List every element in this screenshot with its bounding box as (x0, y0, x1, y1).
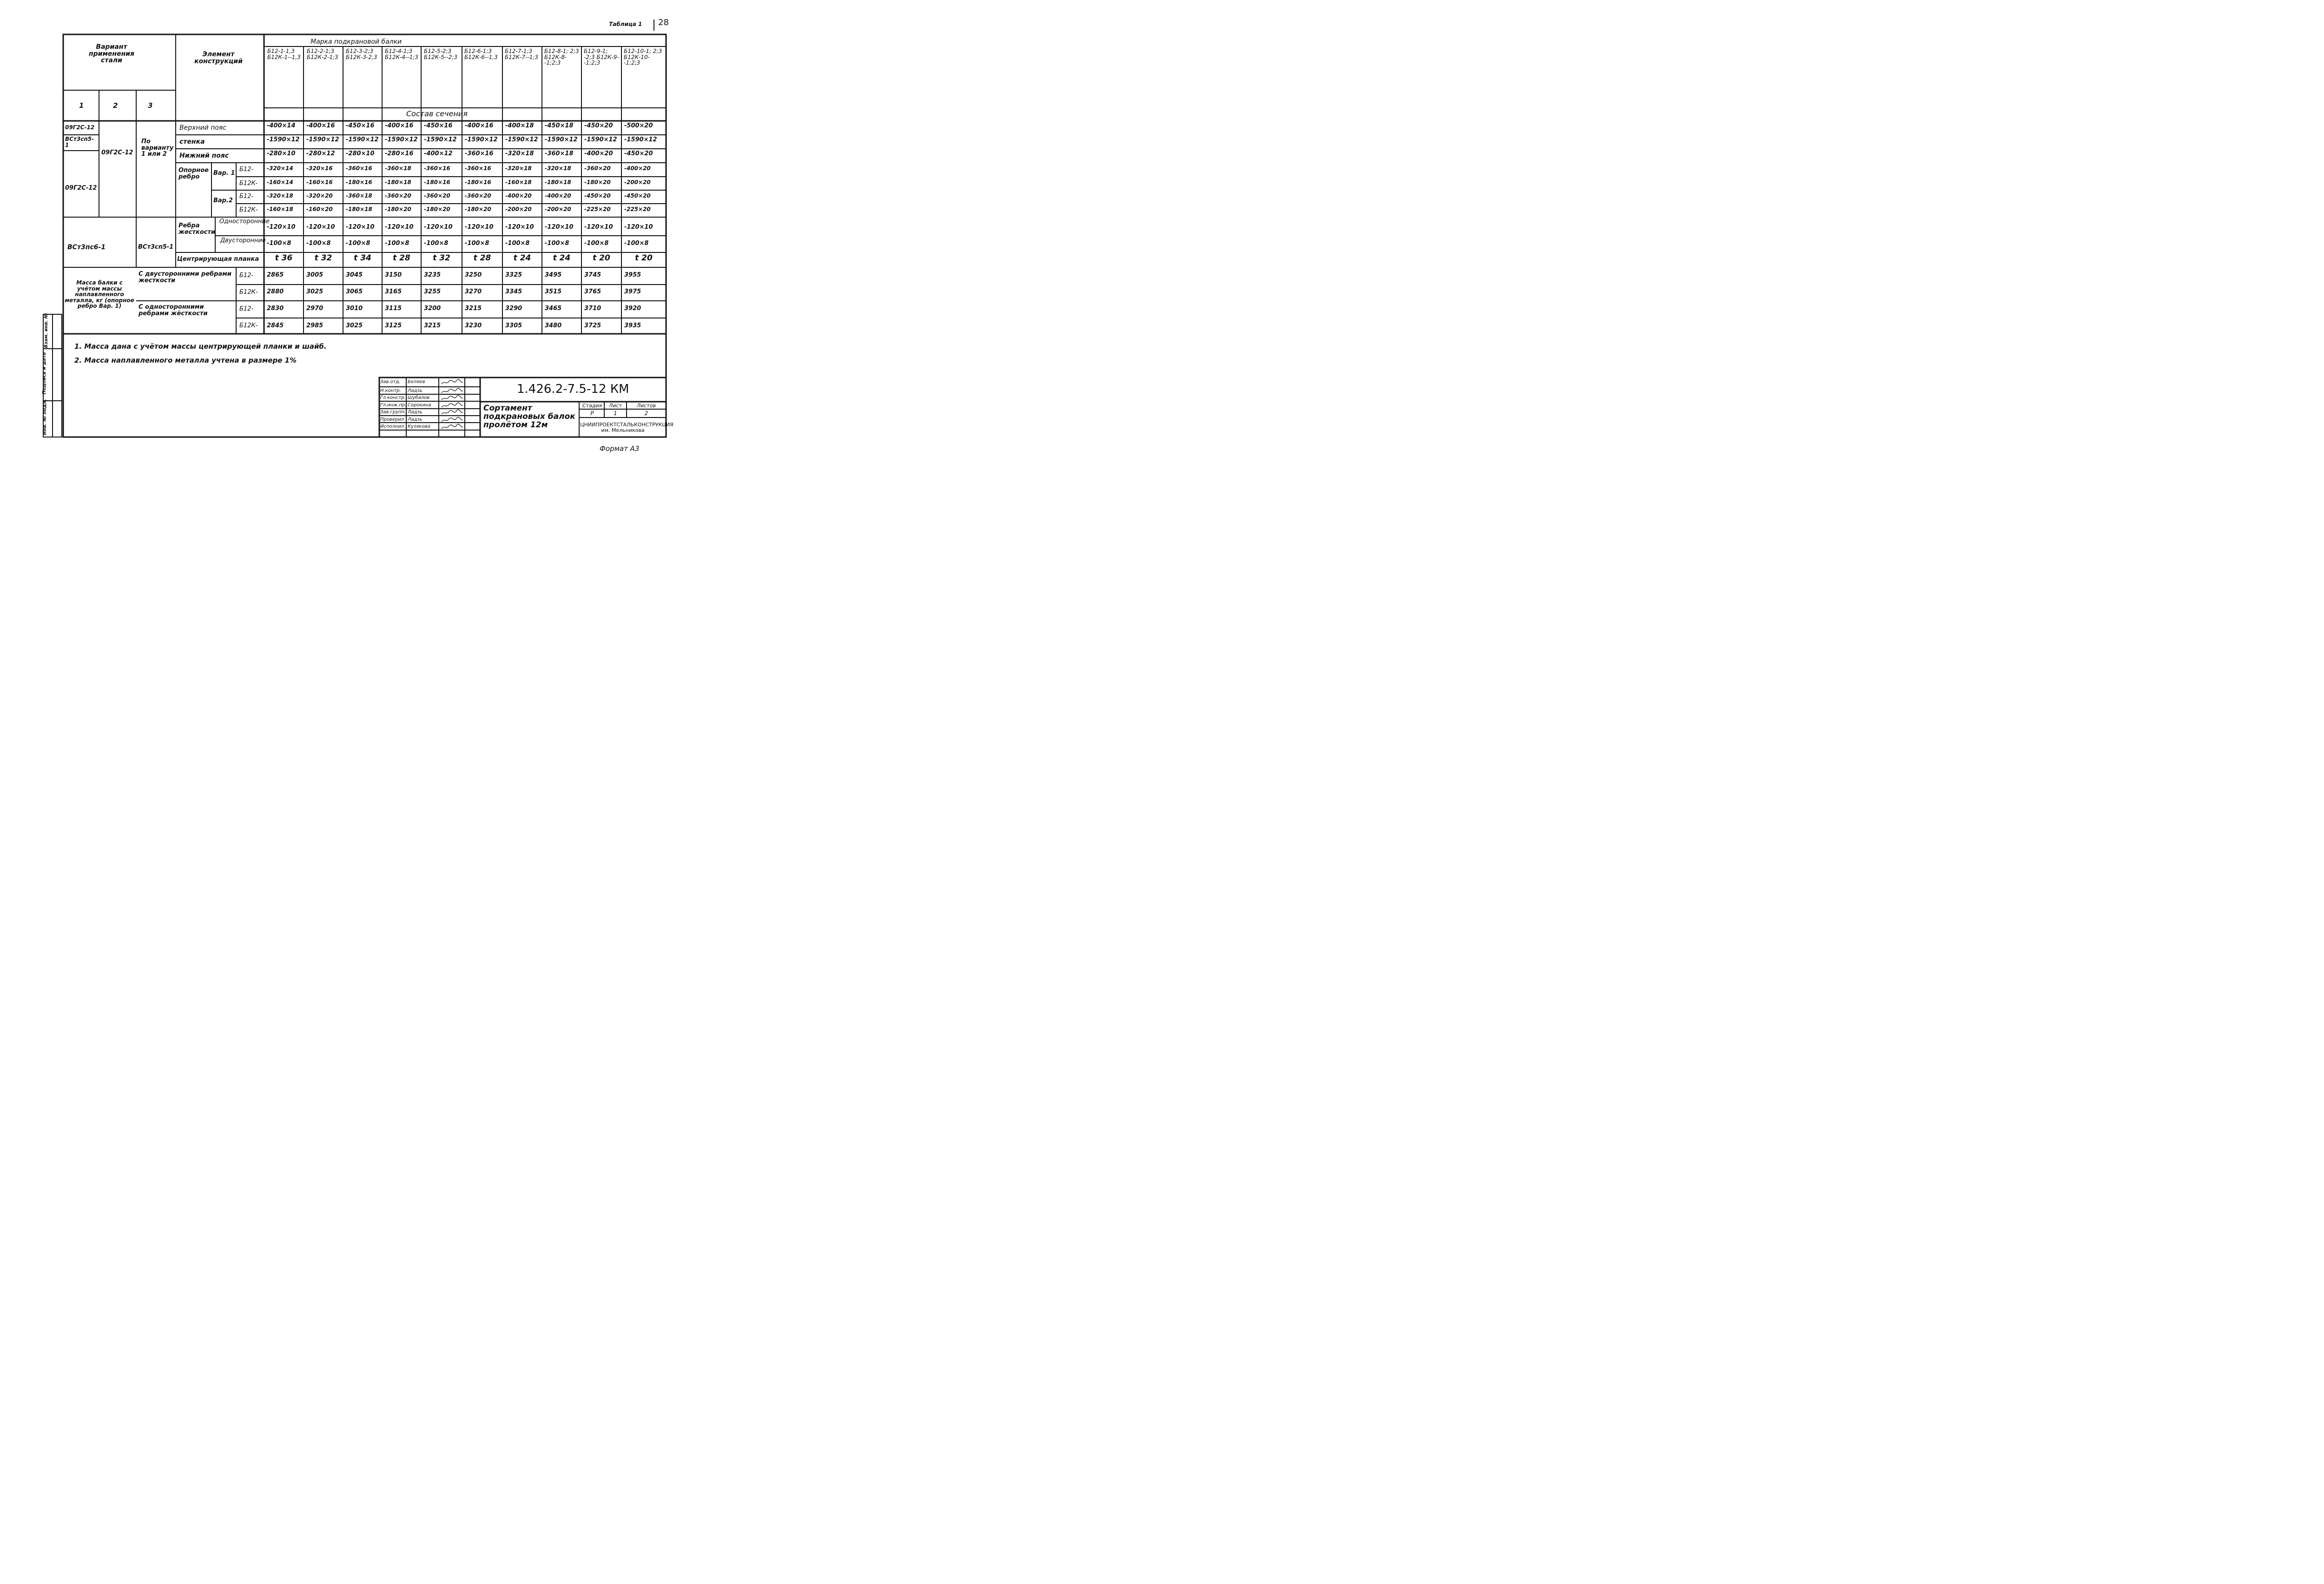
cell-rib-v2-b12-10: -450×20 (624, 192, 651, 199)
cell-rib-v2-b12k-3: -180×18 (346, 206, 372, 212)
label-mass-b12-s: Б12- (239, 305, 254, 312)
label-bottom-flange: Нижний пояс (179, 152, 229, 159)
cell-stiff-one-4: -120×10 (385, 224, 414, 231)
mark-1: Б12-1-1,3 Б12К-1--1,3 (267, 48, 301, 60)
mark-8: Б12-8-1; 2;3 Б12К-8--1;2;3 (544, 48, 579, 66)
cell-mass-s-b12-7: 3290 (505, 305, 522, 312)
cell-mass-d-b12-3: 3045 (346, 272, 363, 278)
cell-mass-s-b12-9: 3710 (584, 305, 601, 312)
cell-mass-s-b12k-7: 3305 (505, 322, 522, 329)
cell-top-flange-9: -450×20 (584, 122, 613, 129)
signature-1 (441, 379, 464, 386)
label-var2: Вар.2 (213, 197, 233, 204)
cell-rib-v1-b12-10: -400×20 (624, 165, 651, 172)
cell-web-6: -1590×12 (465, 136, 498, 143)
stamp-code: 1.426.2-7.5-12 КМ (517, 382, 629, 396)
label-top-flange: Верхний пояс (179, 124, 227, 132)
cell-mass-d-b12k-3: 3065 (346, 288, 363, 295)
cell-stiff-two-1: -100×8 (267, 240, 291, 247)
steel-c1-r2: ВСт3сп5-1 (65, 136, 94, 148)
cell-rib-v2-b12-3: -360×18 (346, 192, 372, 199)
cell-rib-v2-b12k-5: -180×20 (424, 206, 450, 212)
cell-stiff-two-9: -100×8 (584, 240, 609, 247)
cell-top-flange-1: -400×14 (267, 122, 296, 129)
cell-web-3: -1590×12 (346, 136, 379, 143)
cell-stiff-one-5: -120×10 (424, 224, 453, 231)
cell-stiff-one-2: -120×10 (306, 224, 335, 231)
stamp-sheets: 2 (644, 410, 648, 417)
mark-10: Б12-10-1; 2;3 Б12К-10--1;2;3 (624, 48, 662, 66)
cell-rib-v1-b12-6: -360×16 (465, 165, 491, 172)
format-label: Формат А3 (600, 444, 640, 453)
cell-web-4: -1590×12 (385, 136, 418, 143)
cell-rib-v2-b12-4: -360×20 (385, 192, 411, 199)
signature-3 (441, 395, 464, 402)
signature-4 (441, 403, 464, 409)
cell-rib-v2-b12k-7: -200×20 (505, 206, 532, 212)
label-mass-double: С двусторонними ребрами жесткости (139, 271, 232, 284)
cell-mass-d-b12-5: 3235 (424, 272, 441, 278)
signature-5 (441, 410, 464, 416)
cell-rib-v1-b12-3: -360×16 (346, 165, 372, 172)
cell-rib-v1-b12-5: -360×16 (424, 165, 450, 172)
cell-stiff-two-4: -100×8 (385, 240, 409, 247)
stamp-role-4: Гл.инж.пр. (380, 403, 407, 408)
mark-9: Б12-9-1; -2;3 Б12К-9--1;2;3 (584, 48, 619, 66)
cell-centering-1: t 36 (275, 253, 293, 263)
cell-mass-d-b12k-9: 3765 (584, 288, 601, 295)
cell-rib-v2-b12k-1: -160×18 (267, 206, 293, 212)
cell-centering-2: t 32 (314, 253, 332, 263)
label-mass-b12-d: Б12- (239, 272, 254, 279)
cell-mass-d-b12-10: 3955 (624, 272, 641, 278)
cell-mass-s-b12k-8: 3480 (545, 322, 562, 329)
cell-top-flange-2: -400×16 (306, 122, 335, 129)
cell-bottom-flange-3: -280×10 (346, 150, 375, 157)
side-stamp-inv: Инв. № подл. (42, 399, 47, 435)
stamp-name-7: Кузякова (408, 424, 430, 429)
label-b12-v1: Б12- (239, 166, 254, 173)
cell-rib-v2-b12-7: -400×20 (505, 192, 532, 199)
label-mass-title: Масса балки с учётом массы наплавленного металла, кг (опорное ребро Вар. 1) (65, 279, 134, 310)
mark-4: Б12-4-1;3 Б12К-4--1;3 (385, 48, 418, 60)
cell-stiff-two-5: -100×8 (424, 240, 449, 247)
label-mass-single: С односторонними ребрами жёсткости (139, 304, 208, 317)
cell-rib-v2-b12k-8: -200×20 (545, 206, 571, 212)
cell-top-flange-6: -400×16 (465, 122, 494, 129)
cell-web-8: -1590×12 (545, 136, 578, 143)
cell-mass-s-b12k-1: 2845 (267, 322, 284, 329)
stamp-stage-label: Стадия (582, 403, 602, 409)
cell-stiff-two-8: -100×8 (545, 240, 569, 247)
note-2: 2. Масса наплавленного металла учтена в размере 1% (74, 356, 297, 365)
cell-mass-d-b12-9: 3745 (584, 272, 601, 278)
cell-rib-v1-b12k-2: -160×16 (306, 179, 333, 186)
variant-title: Вариант применения стали (88, 43, 135, 65)
cell-centering-5: t 32 (433, 253, 450, 263)
cell-mass-s-b12k-6: 3230 (465, 322, 482, 329)
cell-mass-s-b12-8: 3465 (545, 305, 562, 312)
variant-col-3: 3 (148, 101, 153, 110)
cell-top-flange-3: -450×16 (346, 122, 375, 129)
cell-top-flange-7: -400×18 (505, 122, 534, 129)
label-bearing-rib: Опорное ребро (178, 167, 209, 180)
cell-web-9: -1590×12 (584, 136, 617, 143)
cell-rib-v2-b12k-4: -180×20 (385, 206, 411, 212)
cell-rib-v1-b12-9: -360×20 (584, 165, 611, 172)
cell-stiff-one-7: -120×10 (505, 224, 534, 231)
cell-bottom-flange-6: -360×16 (465, 150, 494, 157)
cell-mass-s-b12k-3: 3025 (346, 322, 363, 329)
cell-stiff-one-6: -120×10 (465, 224, 494, 231)
stamp-name-1: Беляев (408, 379, 425, 384)
mark-5: Б12-5-2;3 Б12К-5--2;3 (424, 48, 457, 60)
cell-top-flange-8: -450×18 (545, 122, 574, 129)
cell-mass-s-b12k-4: 3125 (385, 322, 402, 329)
stamp-sheets-label: Листов (636, 403, 656, 409)
cell-mass-d-b12k-1: 2880 (267, 288, 284, 295)
note-1: 1. Масса дана с учётом массы центрирующей планки и шайб. (74, 342, 327, 351)
stamp-title: Сортамент подкрановых балок пролётом 12м (483, 404, 575, 430)
cell-rib-v1-b12k-1: -160×14 (267, 179, 293, 186)
label-mass-b12k-d: Б12К- (239, 289, 258, 296)
cell-stiff-one-1: -120×10 (267, 224, 296, 231)
cell-bottom-flange-4: -280×16 (385, 150, 414, 157)
cell-mass-d-b12k-8: 3515 (545, 288, 562, 295)
cell-rib-v1-b12-1: -320×14 (267, 165, 293, 172)
cell-mass-d-b12-4: 3150 (385, 272, 402, 278)
cell-bottom-flange-10: -450×20 (624, 150, 653, 157)
label-stiffeners: Ребра жесткости (178, 222, 216, 236)
label-var1: Вар. 1 (213, 170, 235, 177)
stamp-name-4: Сорокина (408, 403, 431, 408)
steel-c1-b: ВСт3пс6-1 (67, 244, 106, 251)
cell-centering-6: t 28 (473, 253, 491, 263)
element-title: Элемент конструкций (194, 51, 243, 65)
cell-rib-v2-b12k-6: -180×20 (465, 206, 491, 212)
cell-mass-s-b12-10: 3920 (624, 305, 641, 312)
cell-stiff-two-6: -100×8 (465, 240, 489, 247)
cell-rib-v1-b12-8: -320×18 (545, 165, 571, 172)
cell-mass-d-b12k-2: 3025 (306, 288, 324, 295)
cell-rib-v1-b12-2: -320×16 (306, 165, 333, 172)
cell-mass-d-b12k-6: 3270 (465, 288, 482, 295)
cell-mass-d-b12-2: 3005 (306, 272, 324, 278)
label-centering: Центрирующая планка (177, 256, 259, 263)
stamp-sheet: 1 (614, 410, 617, 417)
side-stamp-replace: Взам. инв. № (44, 313, 49, 348)
stamp-role-1: Зав.отд. (380, 379, 401, 384)
cell-stiff-two-7: -100×8 (505, 240, 530, 247)
stamp-name-2: Ладзь (408, 388, 423, 393)
cell-bottom-flange-9: -400×20 (584, 150, 613, 157)
stamp-role-6: Проверил (380, 417, 404, 422)
cell-mass-d-b12k-7: 3345 (505, 288, 522, 295)
cell-mass-d-b12k-4: 3165 (385, 288, 402, 295)
cell-stiff-two-3: -100×8 (346, 240, 370, 247)
cell-mass-d-b12-6: 3250 (465, 272, 482, 278)
signature-7 (441, 424, 464, 431)
cell-rib-v2-b12-9: -450×20 (584, 192, 611, 199)
signature-6 (441, 417, 464, 424)
cell-mass-d-b12-8: 3495 (545, 272, 562, 278)
cell-rib-v2-b12-5: -360×20 (424, 192, 450, 199)
cell-top-flange-4: -400×16 (385, 122, 414, 129)
label-b12k-v2: Б12К- (239, 206, 258, 213)
section-title: Состав сечения (406, 109, 468, 118)
cell-mass-d-b12k-5: 3255 (424, 288, 441, 295)
cell-stiff-two-10: -100×8 (624, 240, 649, 247)
signature-2 (441, 388, 464, 395)
page-number: 28 (658, 18, 669, 27)
steel-c1-r1: 09Г2С-12 (65, 124, 95, 131)
cell-rib-v1-b12k-6: -180×16 (465, 179, 491, 186)
cell-web-2: -1590×12 (306, 136, 339, 143)
side-stamp-sign: Подпись и дата (42, 352, 47, 395)
cell-web-5: -1590×12 (424, 136, 457, 143)
cell-stiff-one-10: -120×10 (624, 224, 653, 231)
cell-rib-v1-b12k-3: -180×16 (346, 179, 372, 186)
variant-col-1: 1 (79, 101, 84, 110)
cell-rib-v1-b12-7: -320×18 (505, 165, 532, 172)
cell-rib-v1-b12k-10: -200×20 (624, 179, 651, 186)
cell-rib-v2-b12k-10: -225×20 (624, 206, 651, 212)
cell-centering-3: t 34 (354, 253, 371, 263)
cell-rib-v2-b12k-9: -225×20 (584, 206, 611, 212)
stamp-sheet-label: Лист (609, 403, 622, 409)
cell-rib-v1-b12k-4: -180×18 (385, 179, 411, 186)
table-label: Таблица 1 (609, 21, 642, 27)
cell-mass-s-b12k-5: 3215 (424, 322, 441, 329)
cell-mass-s-b12-3: 3010 (346, 305, 363, 312)
cell-web-1: -1590×12 (267, 136, 300, 143)
cell-centering-4: t 28 (393, 253, 410, 263)
cell-bottom-flange-5: -400×12 (424, 150, 453, 157)
cell-stiff-one-3: -120×10 (346, 224, 375, 231)
mark-6: Б12-6-1;3 Б12К-6--1,3 (464, 48, 498, 60)
cell-web-7: -1590×12 (505, 136, 538, 143)
label-b12-v2: Б12- (239, 193, 254, 200)
stamp-name-3: Шубалов (408, 395, 430, 400)
cell-bottom-flange-1: -280×10 (267, 150, 296, 157)
cell-web-10: -1590×12 (624, 136, 657, 143)
cell-bottom-flange-7: -320×18 (505, 150, 534, 157)
stamp-org: ЦНИИПРОЕКТСТАЛЬКОНСТРУКЦИЯ им. Мельникова (580, 422, 673, 433)
label-web: стенка (179, 138, 205, 146)
steel-c1-r3: 09Г2С-12 (65, 185, 97, 192)
marka-title: Марка подкрановой балки (310, 38, 402, 46)
steel-c3-a: По варианту 1 или 2 (141, 138, 174, 158)
cell-rib-v2-b12-8: -400×20 (545, 192, 571, 199)
stamp-role-7: Исполнил (380, 424, 404, 429)
mark-3: Б12-3-2;3 Б12К-3-2,3 (346, 48, 377, 60)
cell-mass-s-b12k-9: 3725 (584, 322, 601, 329)
cell-centering-9: t 20 (593, 253, 610, 263)
cell-bottom-flange-2: -280×12 (306, 150, 335, 157)
cell-mass-d-b12-7: 3325 (505, 272, 522, 278)
cell-mass-d-b12-1: 2865 (267, 272, 284, 278)
cell-mass-s-b12-6: 3215 (465, 305, 482, 312)
cell-mass-s-b12k-10: 3935 (624, 322, 641, 329)
cell-top-flange-5: -450×16 (424, 122, 453, 129)
cell-centering-8: t 24 (553, 253, 571, 263)
cell-rib-v1-b12k-8: -180×18 (545, 179, 571, 186)
label-two-sided: Двусторонние (220, 237, 266, 244)
stamp-role-3: Гл.констр. (380, 395, 406, 400)
stamp-role-2: Н.контр. (380, 388, 401, 393)
cell-rib-v1-b12k-7: -160×18 (505, 179, 532, 186)
cell-stiff-two-2: -100×8 (306, 240, 331, 247)
stamp-stage: Р (590, 410, 594, 417)
cell-top-flange-10: -500×20 (624, 122, 653, 129)
cell-rib-v2-b12-1: -320×18 (267, 192, 293, 199)
cell-bottom-flange-8: -360×18 (545, 150, 574, 157)
cell-rib-v2-b12-2: -320×20 (306, 192, 333, 199)
stamp-name-5: Ладзь (408, 410, 423, 415)
variant-col-2: 2 (113, 101, 118, 110)
label-one-sided: Односторонние (219, 218, 270, 225)
cell-rib-v1-b12k-9: -180×20 (584, 179, 611, 186)
label-mass-b12k-s: Б12К- (239, 322, 258, 329)
cell-centering-10: t 20 (635, 253, 653, 263)
cell-mass-d-b12k-10: 3975 (624, 288, 641, 295)
stamp-role-5: Зав.групп. (380, 410, 406, 415)
steel-c3-b: ВСт3сп5-1 (138, 244, 174, 251)
steel-c2-a: 09Г2С-12 (101, 149, 133, 156)
cell-mass-s-b12-2: 2970 (306, 305, 324, 312)
label-b12k-v1: Б12К- (239, 180, 258, 187)
mark-7: Б12-7-1;3 Б12К-7--1;3 (505, 48, 538, 60)
cell-mass-s-b12k-2: 2985 (306, 322, 324, 329)
cell-mass-s-b12-4: 3115 (385, 305, 402, 312)
cell-centering-7: t 24 (513, 253, 531, 263)
cell-mass-s-b12-5: 3200 (424, 305, 441, 312)
mark-2: Б12-2-1;3 Б12К-2-1;3 (307, 48, 338, 60)
cell-rib-v2-b12k-2: -160×20 (306, 206, 333, 212)
cell-stiff-one-8: -120×10 (545, 224, 574, 231)
cell-mass-s-b12-1: 2830 (267, 305, 284, 312)
stamp-name-6: Ладзь (408, 417, 423, 422)
cell-rib-v1-b12-4: -360×18 (385, 165, 411, 172)
cell-rib-v2-b12-6: -360×20 (465, 192, 491, 199)
cell-stiff-one-9: -120×10 (584, 224, 613, 231)
cell-rib-v1-b12k-5: -180×16 (424, 179, 450, 186)
